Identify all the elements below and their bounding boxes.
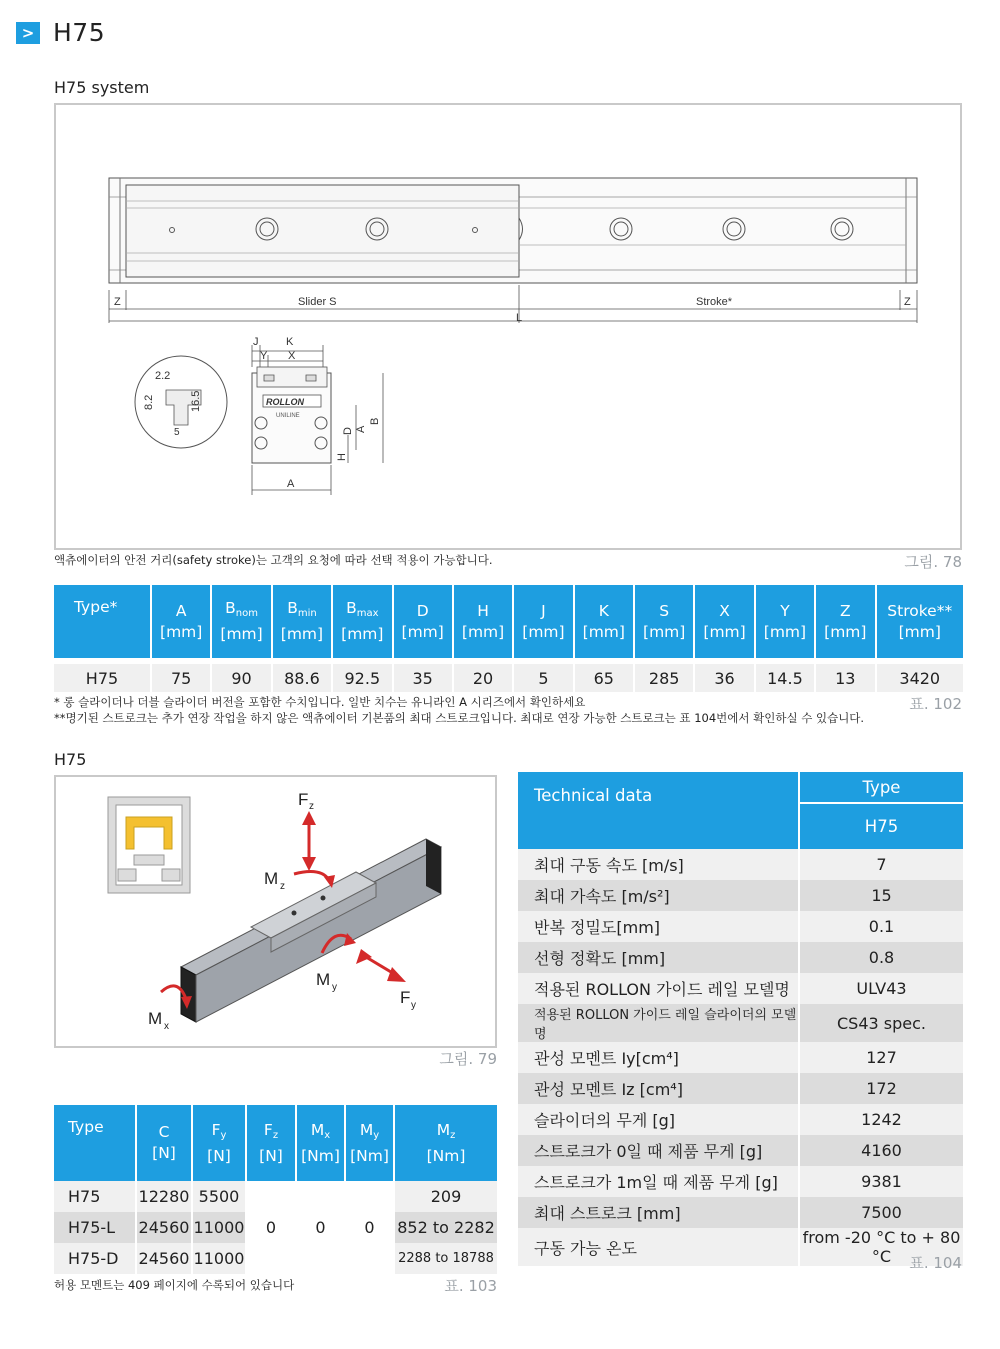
system-drawing-figure bbox=[54, 103, 962, 550]
table-row bbox=[518, 1166, 963, 1197]
load-c: 24560 bbox=[136, 1212, 192, 1243]
table-row bbox=[518, 942, 963, 973]
tech-header-label: Technical data bbox=[518, 772, 799, 849]
table-row bbox=[518, 1197, 963, 1228]
table-cell: 36 bbox=[694, 661, 754, 692]
dim-d: D bbox=[342, 427, 354, 435]
load-fy: 11000 bbox=[192, 1212, 246, 1243]
label-fz: F bbox=[298, 790, 309, 809]
table-cell: 285 bbox=[634, 661, 694, 692]
label-fz-sub: z bbox=[309, 801, 314, 812]
label-fy: F bbox=[400, 988, 411, 1007]
table-cell: 90 bbox=[211, 661, 271, 692]
section-chevron-icon: > bbox=[16, 22, 40, 44]
label-mx-sub: x bbox=[164, 1021, 169, 1032]
label-fy-sub: y bbox=[411, 1000, 416, 1011]
detail-16-5: 16.5 bbox=[190, 390, 202, 412]
load-fy: 11000 bbox=[192, 1243, 246, 1274]
column-header: Stroke** [mm] bbox=[876, 585, 964, 661]
table-row bbox=[518, 880, 963, 911]
tech-label: 적용된 ROLLON 가이드 레일 모델명 bbox=[518, 973, 799, 1004]
table-row bbox=[518, 1104, 963, 1135]
detail-8-2: 8.2 bbox=[143, 394, 155, 410]
load-mz: 209 bbox=[394, 1181, 497, 1212]
tech-label: 최대 스트로크 [mm] bbox=[518, 1197, 799, 1228]
dimension-footnote-2: **명기된 스트로크는 추가 연장 작업을 하지 않은 액츄에이터 기본품의 최대 스트로크입니다. 최대로 연장 가능한 스트로크는 표 104번에서 확인하실 수 있습니다. bbox=[54, 711, 865, 725]
load-section-label: H75 bbox=[54, 750, 87, 769]
tech-value: CS43 spec. bbox=[799, 1004, 963, 1042]
dim-l: L bbox=[516, 312, 523, 324]
column-header: Type bbox=[54, 1105, 136, 1181]
column-header: Y [mm] bbox=[755, 585, 815, 661]
tech-value: ULV43 bbox=[799, 973, 963, 1004]
technical-data-table bbox=[518, 772, 963, 1266]
profile-section-icon bbox=[108, 797, 190, 893]
column-header: $M_x$ [Nm] bbox=[296, 1105, 345, 1181]
load-mx-merged: 0 bbox=[296, 1181, 345, 1274]
dim-z-right: Z bbox=[904, 296, 911, 308]
dim-a-bottom: A bbox=[287, 478, 295, 490]
tech-label: 적용된 ROLLON 가이드 레일 슬라이더의 모델명 bbox=[518, 1004, 799, 1042]
column-header: $M_z$ [Nm] bbox=[394, 1105, 497, 1181]
table-row bbox=[518, 1042, 963, 1073]
tech-value: 0.1 bbox=[799, 911, 963, 942]
table-row bbox=[518, 1073, 963, 1104]
dim-z-left: Z bbox=[114, 296, 121, 308]
column-header: $M_y$ [Nm] bbox=[345, 1105, 394, 1181]
uniline-logo: UNILINE bbox=[276, 413, 300, 419]
table-row bbox=[518, 1135, 963, 1166]
load-forces-figure bbox=[54, 775, 497, 1048]
table-ref-103: 표. 103 bbox=[444, 1277, 497, 1295]
tech-label: 최대 구동 속도 [m/s] bbox=[518, 849, 799, 880]
column-header: $B_{min}$ [mm] bbox=[272, 585, 332, 661]
table-cell: 5 bbox=[513, 661, 573, 692]
safety-stroke-note: 액츄에이터의 안전 거리(safety stroke)는 고객의 요청에 따라 선택 적용이 가능합니다. bbox=[54, 553, 493, 567]
tech-header-model: H75 bbox=[799, 803, 963, 849]
table-cell: H75 bbox=[54, 661, 151, 692]
dim-y: Y bbox=[260, 350, 268, 362]
label-my-sub: y bbox=[332, 982, 337, 993]
column-header: D [mm] bbox=[393, 585, 453, 661]
label-my: M bbox=[316, 970, 331, 989]
load-fz-merged: 0 bbox=[246, 1181, 296, 1274]
dim-b: B bbox=[369, 417, 381, 425]
column-header: S [mm] bbox=[634, 585, 694, 661]
load-capacity-table bbox=[54, 1105, 497, 1274]
label-mz: M bbox=[264, 869, 279, 888]
table-row bbox=[518, 1004, 963, 1042]
tech-label: 선형 정확도 [mm] bbox=[518, 942, 799, 973]
column-header: Z [mm] bbox=[815, 585, 875, 661]
column-header: $B_{max}$ [mm] bbox=[332, 585, 392, 661]
load-c: 24560 bbox=[136, 1243, 192, 1274]
detail-5: 5 bbox=[174, 427, 180, 438]
load-mz: 852 to 2282 bbox=[394, 1212, 497, 1243]
column-header: $F_y$ [N] bbox=[192, 1105, 246, 1181]
table-row bbox=[518, 973, 963, 1004]
column-header: J [mm] bbox=[513, 585, 573, 661]
table-ref-102: 표. 102 bbox=[909, 695, 962, 713]
figure-ref-79: 그림. 79 bbox=[439, 1050, 497, 1068]
tech-value: 9381 bbox=[799, 1166, 963, 1197]
dimension-table-header bbox=[54, 585, 963, 661]
table-cell: 35 bbox=[393, 661, 453, 692]
tech-label: 스트로크가 1m일 때 제품 무게 [g] bbox=[518, 1166, 799, 1197]
dim-stroke: Stroke* bbox=[696, 296, 733, 308]
dim-j: J bbox=[253, 336, 259, 348]
table-cell: 13 bbox=[815, 661, 875, 692]
dim-x: X bbox=[288, 350, 296, 362]
load-table-header bbox=[54, 1105, 497, 1181]
tech-value: 7500 bbox=[799, 1197, 963, 1228]
dim-k: K bbox=[286, 336, 294, 348]
label-mz-sub: z bbox=[280, 881, 285, 892]
label-mx: M bbox=[148, 1009, 163, 1028]
column-header: A [mm] bbox=[151, 585, 211, 661]
dim-h: H bbox=[336, 453, 348, 461]
dim-slider: Slider S bbox=[298, 296, 337, 308]
dimension-table bbox=[54, 585, 963, 692]
table-cell: 65 bbox=[574, 661, 634, 692]
table-row bbox=[54, 661, 963, 692]
load-type: H75-D bbox=[54, 1243, 136, 1274]
tech-value: 15 bbox=[799, 880, 963, 911]
load-type: H75-L bbox=[54, 1212, 136, 1243]
tech-value: 0.8 bbox=[799, 942, 963, 973]
column-header: Type* bbox=[54, 585, 151, 661]
tech-label: 반복 정밀도[mm] bbox=[518, 911, 799, 942]
tech-label: 최대 가속도 [m/s²] bbox=[518, 880, 799, 911]
system-section-label: H75 system bbox=[54, 78, 150, 97]
table-row bbox=[518, 911, 963, 942]
column-header: H [mm] bbox=[453, 585, 513, 661]
tech-label: 관성 모멘트 Iy[cm⁴] bbox=[518, 1042, 799, 1073]
table-cell: 75 bbox=[151, 661, 211, 692]
tech-label: 관성 모멘트 Iz [cm⁴] bbox=[518, 1073, 799, 1104]
detail-2-2: 2.2 bbox=[155, 370, 171, 382]
tech-value: 4160 bbox=[799, 1135, 963, 1166]
column-header: X [mm] bbox=[694, 585, 754, 661]
tech-value: 127 bbox=[799, 1042, 963, 1073]
tech-label: 스트로크가 0일 때 제품 무게 [g] bbox=[518, 1135, 799, 1166]
table-row bbox=[54, 1181, 497, 1212]
figure-ref-78: 그림. 78 bbox=[904, 553, 962, 571]
table-ref-104: 표. 104 bbox=[909, 1254, 962, 1272]
table-cell: 20 bbox=[453, 661, 513, 692]
tech-value: 1242 bbox=[799, 1104, 963, 1135]
table-cell: 88.6 bbox=[272, 661, 332, 692]
table-cell: 3420 bbox=[876, 661, 964, 692]
dimension-footnote-1: * 롱 슬라이더나 더블 슬라이더 버전을 포함한 수치입니다. 일반 치수는 유니라인 A 시리즈에서 확인하세요 bbox=[54, 695, 586, 709]
system-drawing bbox=[56, 105, 960, 548]
column-header: $B_{nom}$ [mm] bbox=[211, 585, 271, 661]
table-row bbox=[518, 849, 963, 880]
load-fy: 5500 bbox=[192, 1181, 246, 1212]
moment-note: 허용 모멘트는 409 페이지에 수록되어 있습니다 bbox=[54, 1278, 295, 1292]
load-my-merged: 0 bbox=[345, 1181, 394, 1274]
tech-value: 172 bbox=[799, 1073, 963, 1104]
tech-label: 슬라이더의 무게 [g] bbox=[518, 1104, 799, 1135]
column-header: C [N] bbox=[136, 1105, 192, 1181]
table-cell: 14.5 bbox=[755, 661, 815, 692]
tech-label: 구동 가능 온도 bbox=[518, 1228, 799, 1266]
load-forces-drawing bbox=[56, 777, 495, 1046]
table-cell: 92.5 bbox=[332, 661, 392, 692]
tech-value: from -20 °C to + 80 °C bbox=[799, 1228, 963, 1266]
tech-value: 7 bbox=[799, 849, 963, 880]
column-header: $F_z$ [N] bbox=[246, 1105, 296, 1181]
load-type: H75 bbox=[54, 1181, 136, 1212]
rollon-logo: ROLLON bbox=[266, 397, 304, 407]
page-title: H75 bbox=[53, 18, 106, 47]
column-header: K [mm] bbox=[574, 585, 634, 661]
load-c: 12280 bbox=[136, 1181, 192, 1212]
tech-header-type: Type bbox=[799, 772, 963, 803]
load-mz: 2288 to 18788 bbox=[394, 1243, 497, 1274]
dim-a-side: A bbox=[355, 425, 367, 433]
